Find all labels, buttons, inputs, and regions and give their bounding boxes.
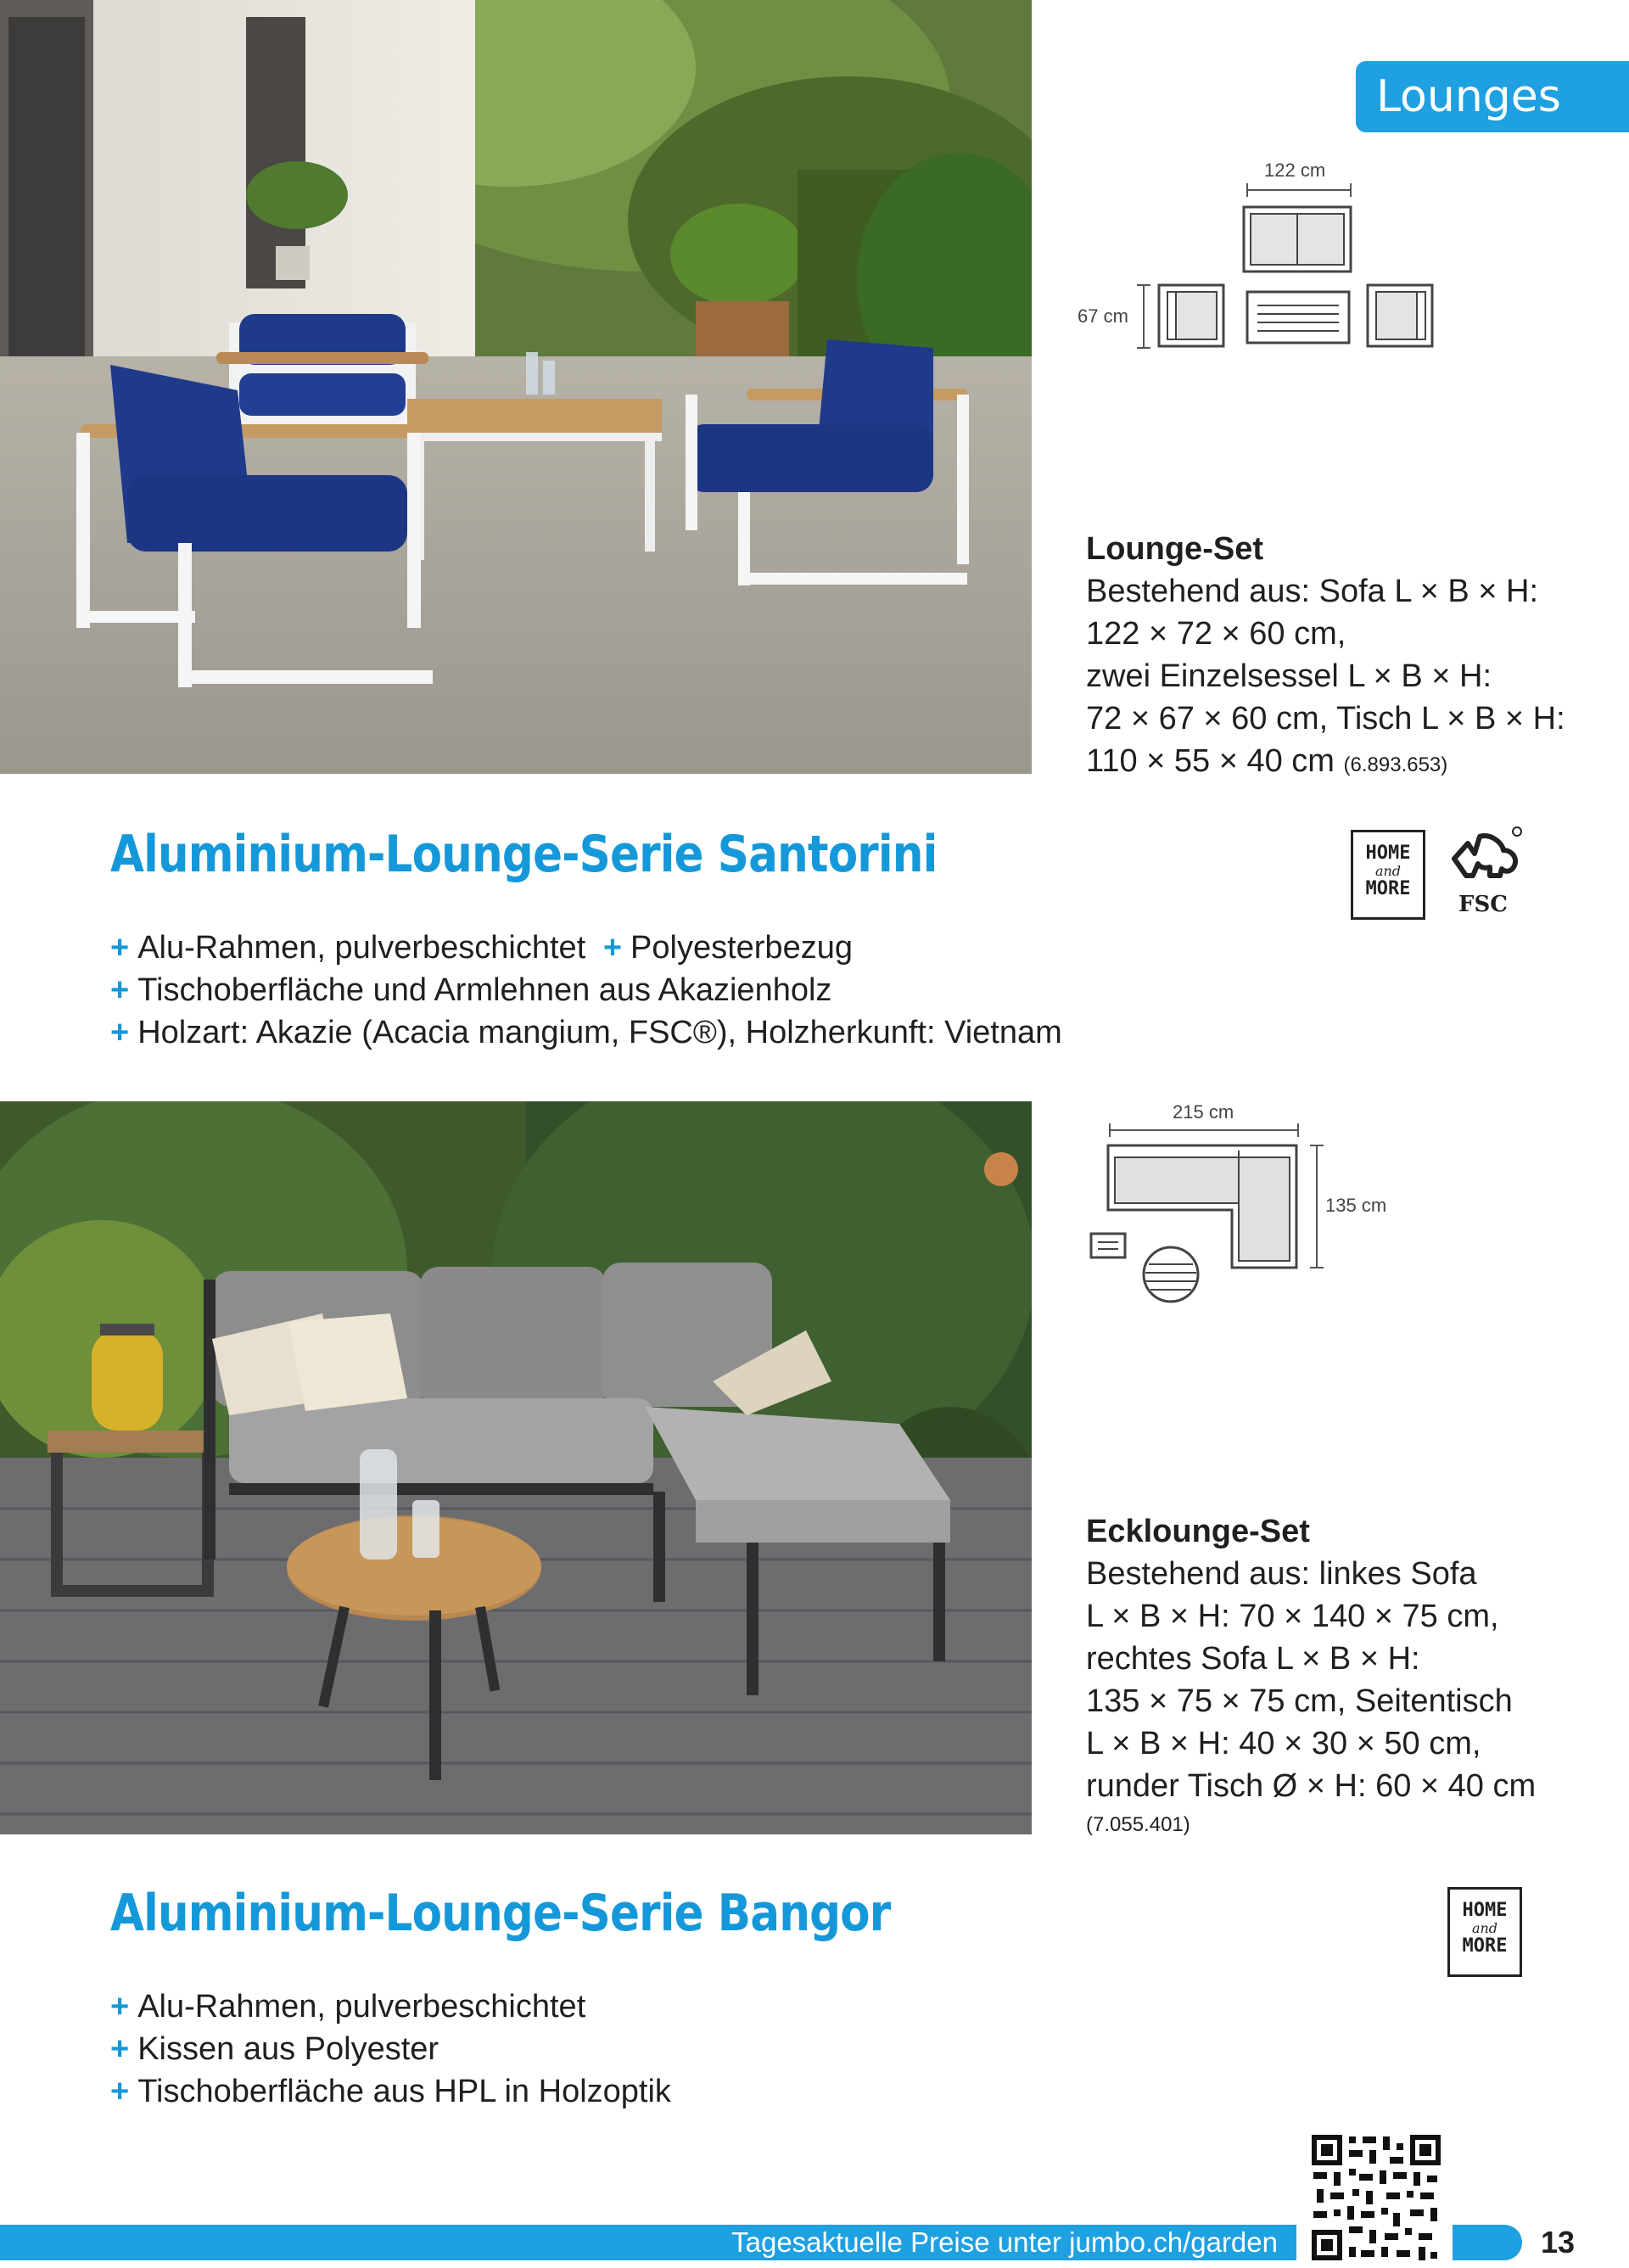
- category-tab[interactable]: Lounges: [1356, 61, 1629, 132]
- home-and-more-logo: HOME and MORE: [1447, 1887, 1522, 1977]
- footer-price-link[interactable]: Tagesaktuelle Preise unter jumbo.ch/garden: [0, 2225, 1296, 2260]
- feature-text: Alu-Rahmen, pulverbeschichtet: [137, 1989, 586, 2024]
- spec-line: L × B × H: 70 × 140 × 75 cm,: [1086, 1599, 1499, 1634]
- spec-line-last: [1086, 740, 1612, 787]
- santorini-width-label: 122 cm: [1264, 160, 1326, 181]
- qr-code[interactable]: [1308, 2131, 1444, 2264]
- plus-icon: +: [110, 1015, 130, 1050]
- feature-row: [110, 2028, 671, 2070]
- plus-icon: +: [110, 2031, 130, 2067]
- article-number: (7.055.401): [1086, 1813, 1190, 1836]
- spec-line: 110 × 55 × 40 cm: [1086, 743, 1335, 779]
- feature-text: Polyesterbezug: [630, 930, 853, 966]
- spec-title: Ecklounge-Set: [1086, 1514, 1310, 1549]
- spec-line: Bestehend aus: Sofa L × B × H:: [1086, 574, 1539, 609]
- home-and-more-logo: HOME and MORE: [1351, 830, 1425, 920]
- feature-row: [110, 1985, 671, 2028]
- fsc-logo: FSC: [1442, 825, 1524, 923]
- santorini-product-photo: [0, 0, 1032, 774]
- spec-line: zwei Einzelsessel L × B × H:: [1086, 658, 1492, 694]
- feature-text: Tischoberfläche aus HPL in Holzoptik: [137, 2074, 671, 2109]
- plus-icon: +: [110, 2074, 130, 2109]
- article-number: (6.893.653): [1343, 753, 1448, 776]
- bangor-spec-block: [1086, 1510, 1612, 1843]
- bangor-depth-label: 135 cm: [1325, 1195, 1387, 1216]
- feature-row: [110, 969, 1062, 1011]
- spec-title: Lounge-Set: [1086, 531, 1263, 567]
- santorini-headline: Aluminium-Lounge-Serie Santorini: [110, 825, 938, 884]
- bangor-product-photo: [0, 1101, 1032, 1834]
- page-number-tab: [1453, 2225, 1522, 2260]
- feature-text: Holzart: Akazie (Acacia mangium, FSC®), Holzherkunft: Vietnam: [137, 1015, 1062, 1050]
- santorini-spec-block: [1086, 528, 1612, 787]
- feature-row: [110, 927, 1062, 969]
- spec-line: 135 × 75 × 75 cm, Seitentisch: [1086, 1683, 1513, 1719]
- feature-text: Alu-Rahmen, pulverbeschichtet: [137, 930, 586, 966]
- feature-text: Tischoberfläche und Armlehnen aus Akazienholz: [137, 972, 832, 1008]
- bangor-feature-list: [110, 1985, 671, 2113]
- bangor-width-label: 215 cm: [1173, 1101, 1234, 1123]
- spec-line: Bestehend aus: linkes Sofa: [1086, 1556, 1477, 1592]
- spec-line: 72 × 67 × 60 cm, Tisch L × B × H:: [1086, 701, 1565, 736]
- spec-line: rechtes Sofa L × B × H:: [1086, 1641, 1420, 1677]
- feature-row: [110, 1011, 1062, 1054]
- feature-row: [110, 2070, 671, 2113]
- spec-line: runder Tisch Ø × H: 60 × 40 cm: [1086, 1768, 1537, 1804]
- santorini-depth-label: 67 cm: [1078, 305, 1128, 327]
- spec-line: 122 × 72 × 60 cm,: [1086, 616, 1346, 652]
- santorini-dimension-diagram: [1078, 160, 1442, 355]
- bangor-dimension-diagram: [1086, 1101, 1425, 1322]
- feature-text: Kissen aus Polyester: [137, 2031, 439, 2067]
- plus-icon: +: [110, 930, 130, 966]
- plus-icon: +: [110, 1989, 130, 2024]
- plus-icon: +: [110, 972, 130, 1008]
- santorini-feature-list: [110, 927, 1062, 1054]
- bangor-headline: Aluminium-Lounge-Serie Bangor: [110, 1884, 891, 1943]
- page-number: 13: [1541, 2225, 1576, 2260]
- spec-line: L × B × H: 40 × 30 × 50 cm,: [1086, 1726, 1481, 1761]
- plus-icon: +: [602, 930, 623, 966]
